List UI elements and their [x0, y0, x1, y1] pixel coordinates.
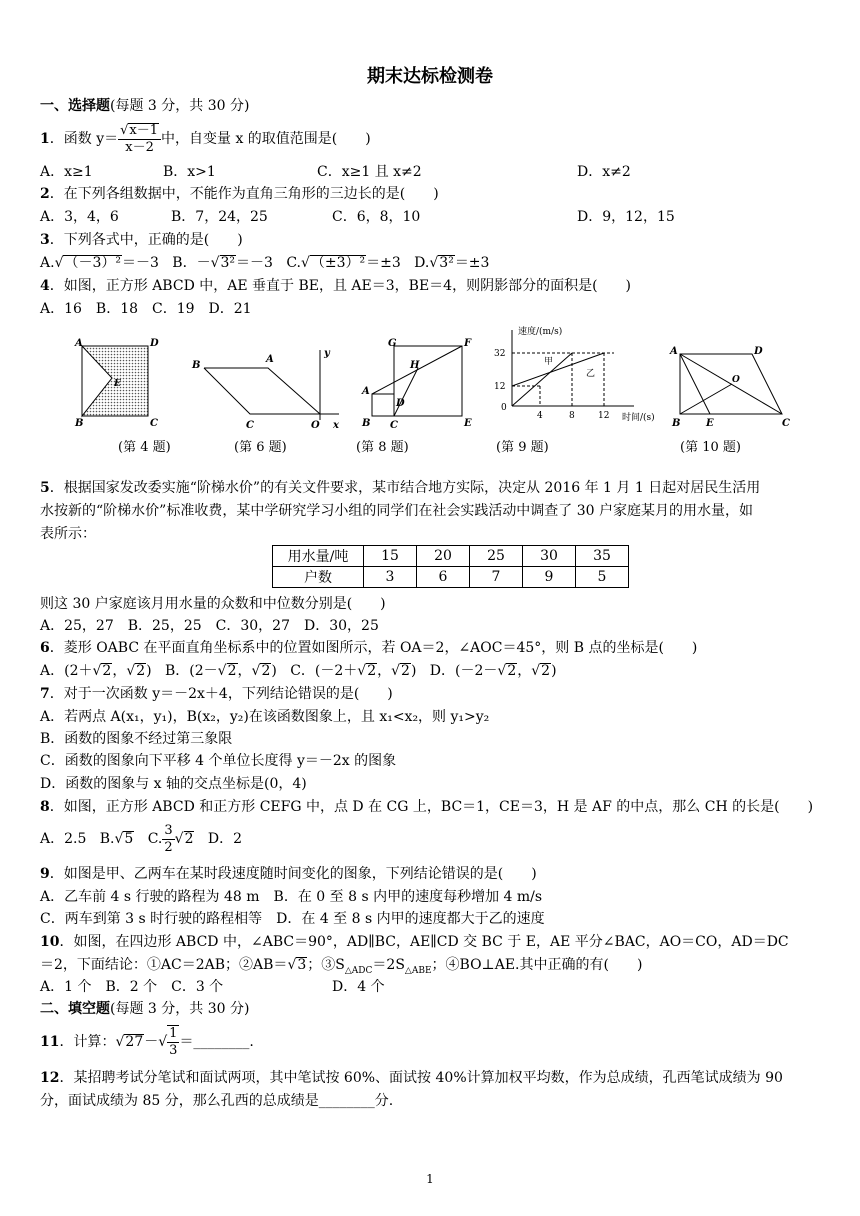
- caption-fig8: (第 8 题): [356, 440, 409, 455]
- q5-line4: 则这 30 户家庭该月用水量的众数和中位数分别是( ): [40, 596, 386, 612]
- fig6-label-c: C: [246, 420, 254, 430]
- table-cell: 15: [364, 546, 417, 567]
- table-header-usage: 用水量/吨: [273, 546, 364, 567]
- table-row: [273, 546, 629, 567]
- fig4-label-e: E: [114, 379, 121, 389]
- q7-option-c: C．函数的图象向下平移 4 个单位长度得 y＝－2x 的图象: [40, 753, 397, 769]
- fig8-label-a: A: [362, 386, 370, 397]
- section2-heading: 二、填空题(每题 3 分，共 30 分): [40, 1001, 250, 1017]
- q4-stem: 4．如图，正方形 ABCD 中，AE 垂直于 BE，且 AE＝3，BE＝4，则阴影部分的面积是( ): [40, 278, 632, 294]
- fig6-label-b: B: [192, 360, 201, 371]
- q8-stem: 8．如图，正方形 ABCD 和正方形 CEFG 中，点 D 在 CG 上，BC＝1，CE＝3，H 是 AF 的中点，那么 CH 的长是( ): [40, 799, 814, 815]
- fig4-label-d: D: [150, 338, 159, 349]
- q6-stem: 6．菱形 OABC 在平面直角坐标系中的位置如图所示，若 OA＝2，∠AOC＝45°，则 B 点的坐标是( ): [40, 640, 698, 656]
- q1-option-c: C．x≥1 且 x≠2: [317, 164, 422, 180]
- fig10-label-o: O: [732, 375, 740, 385]
- caption-fig9: (第 9 题): [496, 440, 549, 455]
- table-cell: 3: [364, 567, 417, 588]
- fig6-label-o: O: [311, 420, 320, 430]
- figure-6: [184, 340, 344, 430]
- page-number: 1: [426, 1172, 434, 1186]
- table-header-count: 户数: [273, 567, 364, 588]
- fig8-label-e: E: [464, 418, 472, 429]
- q10-line1: 10．如图，在四边形 ABCD 中，∠ABC＝90°，AD∥BC，AE∥CD 交 BC 于 E，AE 平分∠BAC，AO＝CO，AD＝DC: [40, 934, 789, 950]
- fig4-label-c: C: [150, 418, 158, 429]
- q12-line2: 分，面试成绩为 85 分，那么孔西的总成绩是________分.: [40, 1093, 394, 1109]
- q10-line2: ＝2，下面结论：①AC＝2AB；②AB＝√3；$③S_{\triangle ADC}=2S_{\triangle ABE}$；④BO⊥AE.其中正确的有( ): [40, 957, 643, 976]
- q8-options: A．2.5 B.√5 C. $\frac{3}{2}$ √2 D．2: [40, 822, 242, 855]
- q7-option-d: D．函数的图象与 x 轴的交点坐标是(0，4): [40, 776, 307, 792]
- q12-line1: 12．某招聘考试分笔试和面试两项，其中笔试按 60%、面试按 40%计算加权平均数，作为总成绩，孔西笔试成绩为 90: [40, 1070, 783, 1086]
- fig9-tick-origin: 0: [501, 403, 507, 413]
- q7-option-b: B．函数的图象不经过第三象限: [40, 731, 233, 747]
- caption-fig4: (第 4 题): [118, 440, 171, 455]
- fig9-label-jia: 甲: [544, 357, 554, 367]
- table-cell: 25: [470, 546, 523, 567]
- fig10-label-c: C: [782, 418, 790, 429]
- q1-option-d: D．x≠2: [577, 164, 631, 180]
- fig9-label-yi: 乙: [586, 369, 596, 379]
- table-cell: 9: [523, 567, 576, 588]
- caption-fig6: (第 6 题): [234, 440, 287, 455]
- q3-stem: 3．下列各式中，正确的是( ): [40, 232, 243, 248]
- q1-option-b: B．x>1: [163, 164, 216, 180]
- q9-options-ab: A．乙车前 4 s 行驶的路程为 48 m B．在 0 至 8 s 内甲的速度每秒增加 4 m/s: [40, 889, 543, 905]
- figure-4: [74, 338, 164, 430]
- q10-option-d: D．4 个: [332, 979, 385, 995]
- fig9-tick-x4: 4: [537, 411, 543, 421]
- q10-options-abc: A．1 个 B．2 个 C．3 个: [40, 979, 224, 995]
- fig6-label-y: y: [324, 348, 330, 359]
- fig6-label-x: x: [333, 420, 339, 430]
- q2-option-d: D．9，12，15: [577, 209, 675, 225]
- fig8-label-b: B: [362, 418, 371, 429]
- section1-heading: 一、选择题(每题 3 分，共 30 分): [40, 98, 250, 114]
- q1-option-a: A．x≥1: [40, 164, 93, 180]
- fig4-label-b: B: [75, 418, 84, 429]
- table-cell: 35: [576, 546, 629, 567]
- q2-option-b: B．7，24，25: [171, 209, 268, 225]
- q1-stem: 1．函数 y＝ $\frac{√x-1}{x-2}$ 中，自变量 x 的取值范围是( ): [40, 122, 371, 155]
- q5-line1: 5．根据国家发改委实施“阶梯水价”的有关文件要求，某市结合地方实际，决定从 2016 年 1 月 1 日起对居民生活用: [40, 480, 761, 496]
- figures-row: [60, 328, 820, 458]
- fig10-label-b: B: [672, 418, 681, 429]
- q7-stem: 7．对于一次函数 y＝－2x＋4，下列结论错误的是( ): [40, 686, 393, 702]
- q2-option-c: C．6，8，10: [332, 209, 421, 225]
- table-cell: 5: [576, 567, 629, 588]
- figure-10: [666, 342, 798, 430]
- q6-options: A．(2＋√2，√2) B．(2－√2，√2) C．(－2＋√2，√2) D．(－2－√2，√2): [40, 663, 557, 679]
- fig8-label-g: G: [388, 338, 397, 349]
- q4-options: A．16 B．18 C．19 D．21: [40, 301, 252, 317]
- q1-fraction: $\frac{√x-1}{x-2}$: [118, 123, 161, 156]
- q7-option-a: A．若两点 A(x₁，y₁)，B(x₂，y₂)在该函数图象上，且 x₁<x₂，则 y₁>y₂: [40, 709, 490, 725]
- table-cell: 20: [417, 546, 470, 567]
- fig10-label-d: D: [754, 346, 763, 357]
- fig8-label-h: H: [410, 360, 420, 371]
- q5-options: A．25，27 B．25，25 C．30，27 D．30，25: [40, 618, 379, 634]
- table-cell: 7: [470, 567, 523, 588]
- fig9-ylabel: 速度/(m/s): [518, 327, 563, 337]
- page-title: 期末达标检测卷: [367, 66, 493, 87]
- q5-line2: 水按新的“阶梯水价”标准收费，某中学研究学习小组的同学们在社会实践活动中调查了 30 户家庭某月的用水量，如: [40, 503, 754, 519]
- q9-stem: 9．如图是甲、乙两车在某时段速度随时间变化的图象，下列结论错误的是( ): [40, 866, 537, 882]
- fig9-xlabel: 时间/(s): [622, 413, 655, 423]
- fig9-tick-x12: 12: [598, 411, 610, 421]
- table-cell: 6: [417, 567, 470, 588]
- fig8-label-f: F: [464, 338, 472, 349]
- fig4-label-a: A: [75, 338, 83, 349]
- q3-options: A.√（－3）²＝－3 B．－√3²＝－3 C.√（±3）²＝±3 D.√3²＝±3: [40, 255, 490, 271]
- table-cell: 30: [523, 546, 576, 567]
- q9-options-cd: C．两车到第 3 s 时行驶的路程相等 D．在 4 至 8 s 内甲的速度都大于乙的速度: [40, 911, 545, 927]
- q2-stem: 2．在下列各组数据中，不能作为直角三角形的三边长的是( ): [40, 186, 439, 202]
- fig9-tick-x8: 8: [569, 411, 575, 421]
- q5-line3: 表所示：: [40, 526, 96, 542]
- caption-fig10: (第 10 题): [680, 440, 741, 455]
- fig8-label-c: C: [390, 420, 398, 430]
- table-row: [273, 567, 629, 588]
- fig10-label-e: E: [706, 418, 714, 429]
- q2-option-a: A．3，4，6: [40, 209, 119, 225]
- figure-9: [484, 324, 674, 430]
- fig9-tick-y32: 32: [494, 349, 506, 359]
- figure-8: [358, 338, 476, 430]
- fig9-tick-y12: 12: [494, 382, 506, 392]
- q11-stem: 11．计算：√27－√ $\frac{1}{3}$ ＝________.: [40, 1026, 254, 1058]
- q5-table: [272, 545, 629, 588]
- fig10-label-a: A: [670, 346, 678, 357]
- fig6-label-a: A: [266, 354, 274, 365]
- fig8-label-d: D: [396, 398, 405, 409]
